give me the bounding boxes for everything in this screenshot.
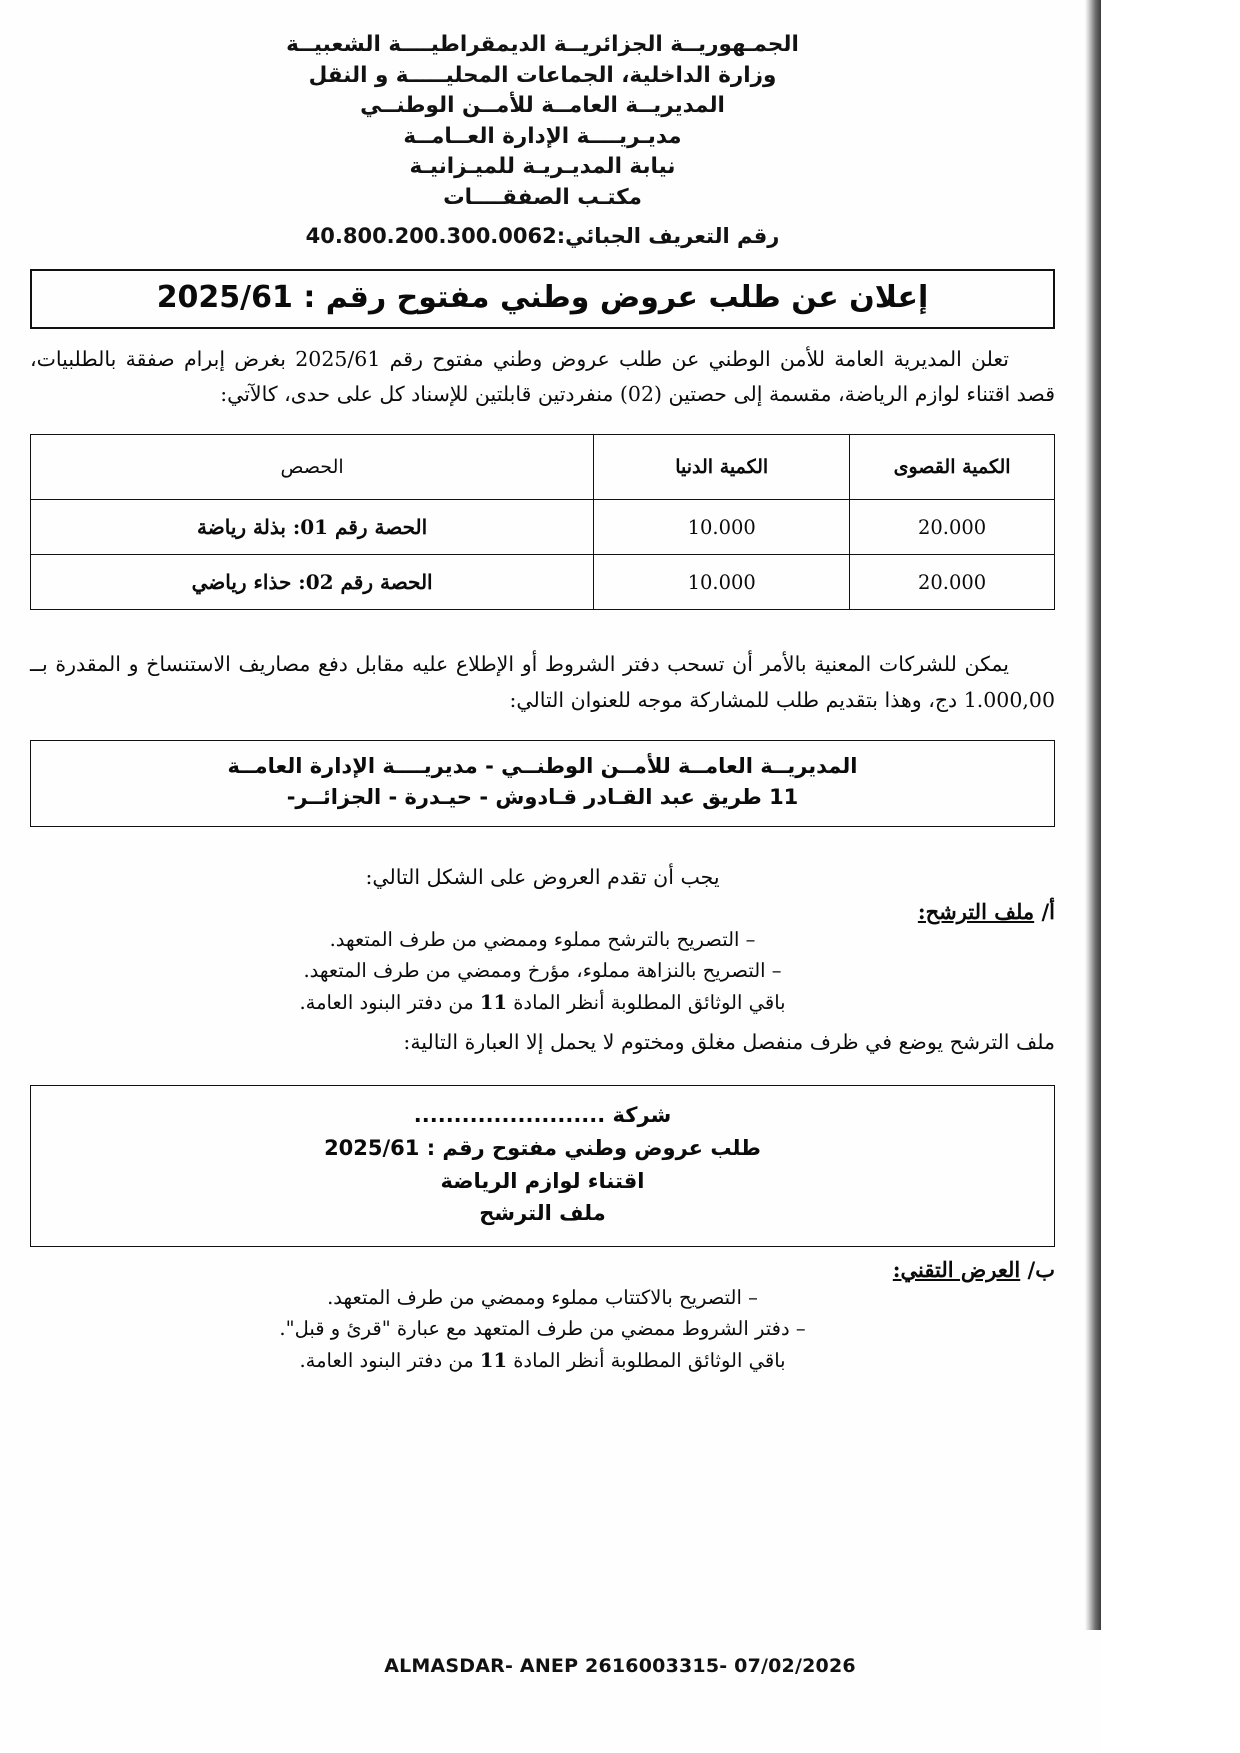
letterhead-line-budget: نيابة المديـريـة للميـزانيـة [409,154,676,180]
section-b-label: ب/ [1020,1256,1055,1282]
document-content [30,0,1055,1376]
section-a-closing: ملف الترشح يوضع في ظرف منفصل مغلق ومختوم لا يحمل إلا العبارة التالية: [403,1029,1055,1054]
lots-quantities-table [30,434,1055,610]
section-a-item-1: – التصريح بالترشح مملوء وممضي من طرف المتعهد. [329,927,756,951]
page-title: إعلان عن طلب عروض وطني مفتوح رقم : 2025/61 [156,279,929,315]
announcement-title-box [30,269,1055,329]
section-b-note-prefix: باقي الوثائق المطلوبة أنظر المادة [507,1348,786,1372]
table-row [31,500,1055,555]
letterhead-line-ministry: وزارة الداخلية، الجماعات المحليـــــة و النقل [308,62,777,88]
column-header-lots: الحصص [31,435,594,500]
column-header-min-quantity: الكمية الدنيا [594,435,850,500]
envelope-line-tender-number: طلب عروض وطني مفتوح رقم : 2025/61 [324,1136,761,1161]
address-line-street: 11 طريق عبد القـادر قـادوش - حيـدرة - الجزائــر- [286,785,799,810]
section-b-note-suffix: من دفتر البنود العامة. [299,1348,480,1372]
letterhead-line-republic: الجمـهوريــة الجزائريــة الديمقراطيــــة الشعبيــة [286,32,799,57]
envelope-line-subject: اقتناء لوازم الرياضة [440,1168,645,1193]
section-a-item-2: – التصريح بالنزاهة مملوء، مؤرخ وممضي من طرف المتعهد. [303,959,782,983]
table-row [31,555,1055,610]
section-b-title: العرض التقني: [892,1256,1021,1282]
section-a-heading [30,899,1055,924]
letterhead [30,0,1055,252]
withdrawal-paragraph: يمكن للشركات المعنية بالأمر أن تسحب دفتر الشروط أو الإطلاع عليه مقابل دفع مصاريف الاستنساخ و المقدرة بــ 1.000,00 دج، وهذا بتقديم طلب للمشاركة موجه للعنوان التالي: [30,652,1055,712]
offers-intro-line: يجب أن تقدم العروض على الشكل التالي: [365,864,720,889]
footer-reference: ALMASDAR- ANEP 2616003315- 07/02/2026 [384,1655,856,1677]
section-a-note-suffix: من دفتر البنود العامة. [299,991,480,1015]
envelope-line-company: شركة ........................ [413,1103,672,1128]
table-header-row [31,435,1055,500]
tax-identification-number: رقم التعريف الجبائي:40.800.200.300.0062 [305,224,780,249]
page-right-margin [1101,0,1240,1753]
cell-min-quantity-lot2: 10.000 [594,555,850,610]
address-line-organisation: المديريــة العامــة للأمــن الوطنــي - مديريــــة الإدارة العامــة [227,753,858,778]
section-a-label: أ/ [1034,898,1055,924]
section-b-item-2: – دفتر الشروط ممضي من طرف المتعهد مع عبارة "قرئ و قبل". [279,1317,806,1341]
section-a-title: ملف الترشح: [917,898,1035,924]
section-b-note [30,1345,1055,1377]
letterhead-line-admin: مديـريــــة الإدارة العــامــة [403,123,682,149]
section-b-heading [30,1257,1055,1282]
section-a-note [30,987,1055,1019]
section-a-note-prefix: باقي الوثائق المطلوبة أنظر المادة [507,991,786,1015]
section-b-item-1: – التصريح بالاكتتاب مملوء وممضي من طرف المتعهد. [327,1285,758,1309]
envelope-line-file-type: ملف الترشح [479,1201,606,1226]
cell-max-quantity-lot2: 20.000 [850,555,1055,610]
envelope-label-box [30,1085,1055,1246]
cell-max-quantity-lot1: 20.000 [850,500,1055,555]
cell-lot-name-lot1: الحصة رقم 01: بذلة رياضة [31,500,594,555]
address-box [30,740,1055,827]
letterhead-line-directorate: المديريــة العامــة للأمــن الوطنــي [360,93,725,119]
cell-min-quantity-lot1: 10.000 [594,500,850,555]
section-b-note-article-number: 11 [479,1348,508,1372]
cell-lot-name-lot2: الحصة رقم 02: حذاء رياضي [31,555,594,610]
intro-paragraph: تعلن المديرية العامة للأمن الوطني عن طلب عروض وطني مفتوح رقم 2025/61 بغرض إبرام صفقة بالطلبيات، قصد اقتناء لوازم الرياضة، مقسمة إلى حصتين (02) منفردتين قابلتين للإسناد كل على حدى، كالآتي: [30,346,1055,407]
scan-edge-shadow [1085,0,1101,1630]
letterhead-line-contracts-office: مكتـب الصفقــــات [443,184,642,210]
section-a-note-article-number: 11 [479,991,508,1015]
column-header-max-quantity: الكمية القصوى [850,435,1055,500]
